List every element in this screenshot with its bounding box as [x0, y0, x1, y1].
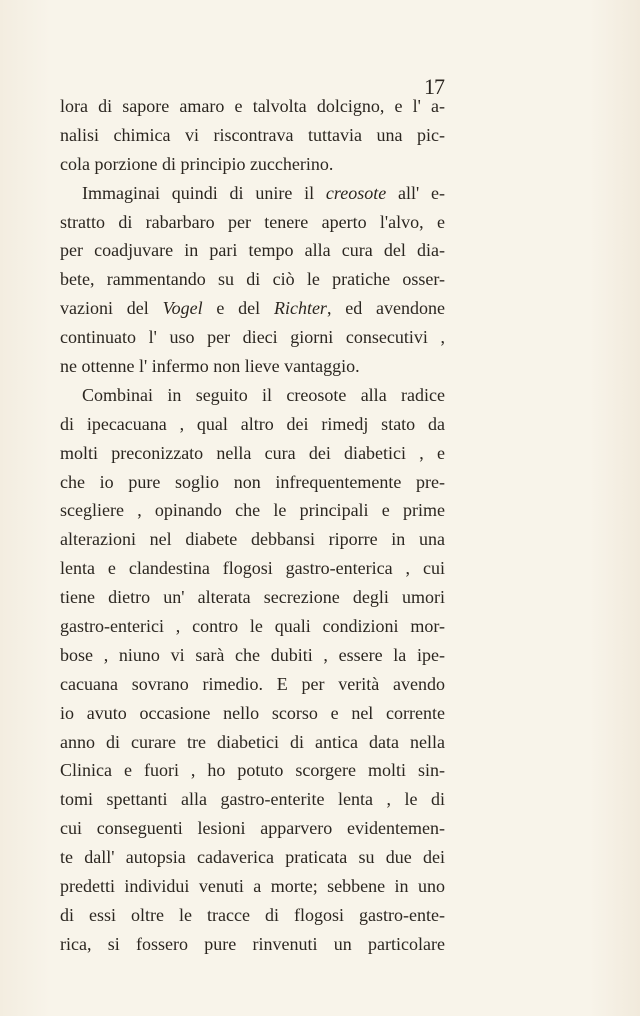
text-line: cacuana sovrano rimedio. E per verità avendo — [60, 673, 445, 694]
text-fragment: , ed avendone — [326, 298, 445, 319]
text-line: che io pure soglio non infrequentemente pre- — [60, 471, 445, 492]
text-line: Clinica e fuori , ho potuto scorgere molti sin- — [60, 760, 445, 781]
text-fragment: Immaginai quindi di unire il — [82, 182, 315, 203]
body-text — [60, 92, 445, 959]
text-line: ne ottenne l' infermo non lieve vantaggio. — [60, 356, 360, 377]
text-line: Combinai in seguito il creosote alla radice — [82, 384, 445, 405]
text-line: scegliere , opinando che le principali e prime — [60, 500, 445, 521]
text-fragment: all' e- — [398, 182, 445, 203]
text-fragment: e del — [216, 298, 261, 319]
text-line: tomi spettanti alla gastro-enterite lenta , le di — [60, 789, 445, 810]
text-line: stratto di rabarbaro per tenere aperto l'alvo, e — [60, 211, 445, 232]
text-line: di essi oltre le tracce di flogosi gastro-ente- — [60, 904, 445, 925]
text-line: cui conseguenti lesioni apparvero evidentemen- — [60, 818, 445, 839]
italic-name: Vogel — [162, 298, 203, 319]
text-line — [60, 179, 445, 208]
text-line: cola porzione di principio zuccherino. — [60, 153, 334, 174]
italic-name: Richter — [273, 298, 327, 319]
text-line: te dall' autopsia cadaverica praticata su due dei — [60, 847, 445, 868]
text-line: tiene dietro un' alterata secrezione degli umori — [60, 587, 445, 608]
text-line: nalisi chimica vi riscontrava tuttavia una pic- — [60, 124, 445, 145]
text-line: bose , niuno vi sarà che dubiti , essere la ipe- — [60, 644, 445, 665]
text-line: lora di sapore amaro e talvolta dolcigno, e l' a- — [60, 96, 445, 116]
text-line: continuato l' uso per dieci giorni consecutivi , — [60, 327, 445, 348]
text-line: gastro-enterici , contro le quali condizioni mor- — [60, 616, 445, 637]
text-line — [60, 294, 445, 323]
text-line: per coadjuvare in pari tempo alla cura del dia- — [60, 240, 445, 261]
text-line: bete, rammentando su di ciò le pratiche osser- — [60, 269, 445, 290]
text-fragment: vazioni del — [60, 298, 149, 319]
text-line: lenta e clandestina flogosi gastro-enterica , cui — [60, 558, 445, 579]
text-line: predetti individui venuti a morte; sebbene in uno — [60, 876, 445, 897]
text-line: rica, si fossero pure rinvenuti un particolare — [60, 933, 445, 954]
text-line: molti preconizzato nella cura dei diabetici , e — [60, 442, 445, 463]
italic-term: creosote — [325, 182, 387, 203]
text-line: alterazioni nel diabete debbansi riporre in una — [60, 529, 445, 550]
text-line: anno di curare tre diabetici di antica data nella — [60, 731, 445, 752]
text-line: di ipecacuana , qual altro dei rimedj stato da — [60, 413, 445, 434]
page-number: 17 — [424, 74, 444, 99]
text-line: io avuto occasione nello scorso e nel corrente — [60, 702, 445, 723]
